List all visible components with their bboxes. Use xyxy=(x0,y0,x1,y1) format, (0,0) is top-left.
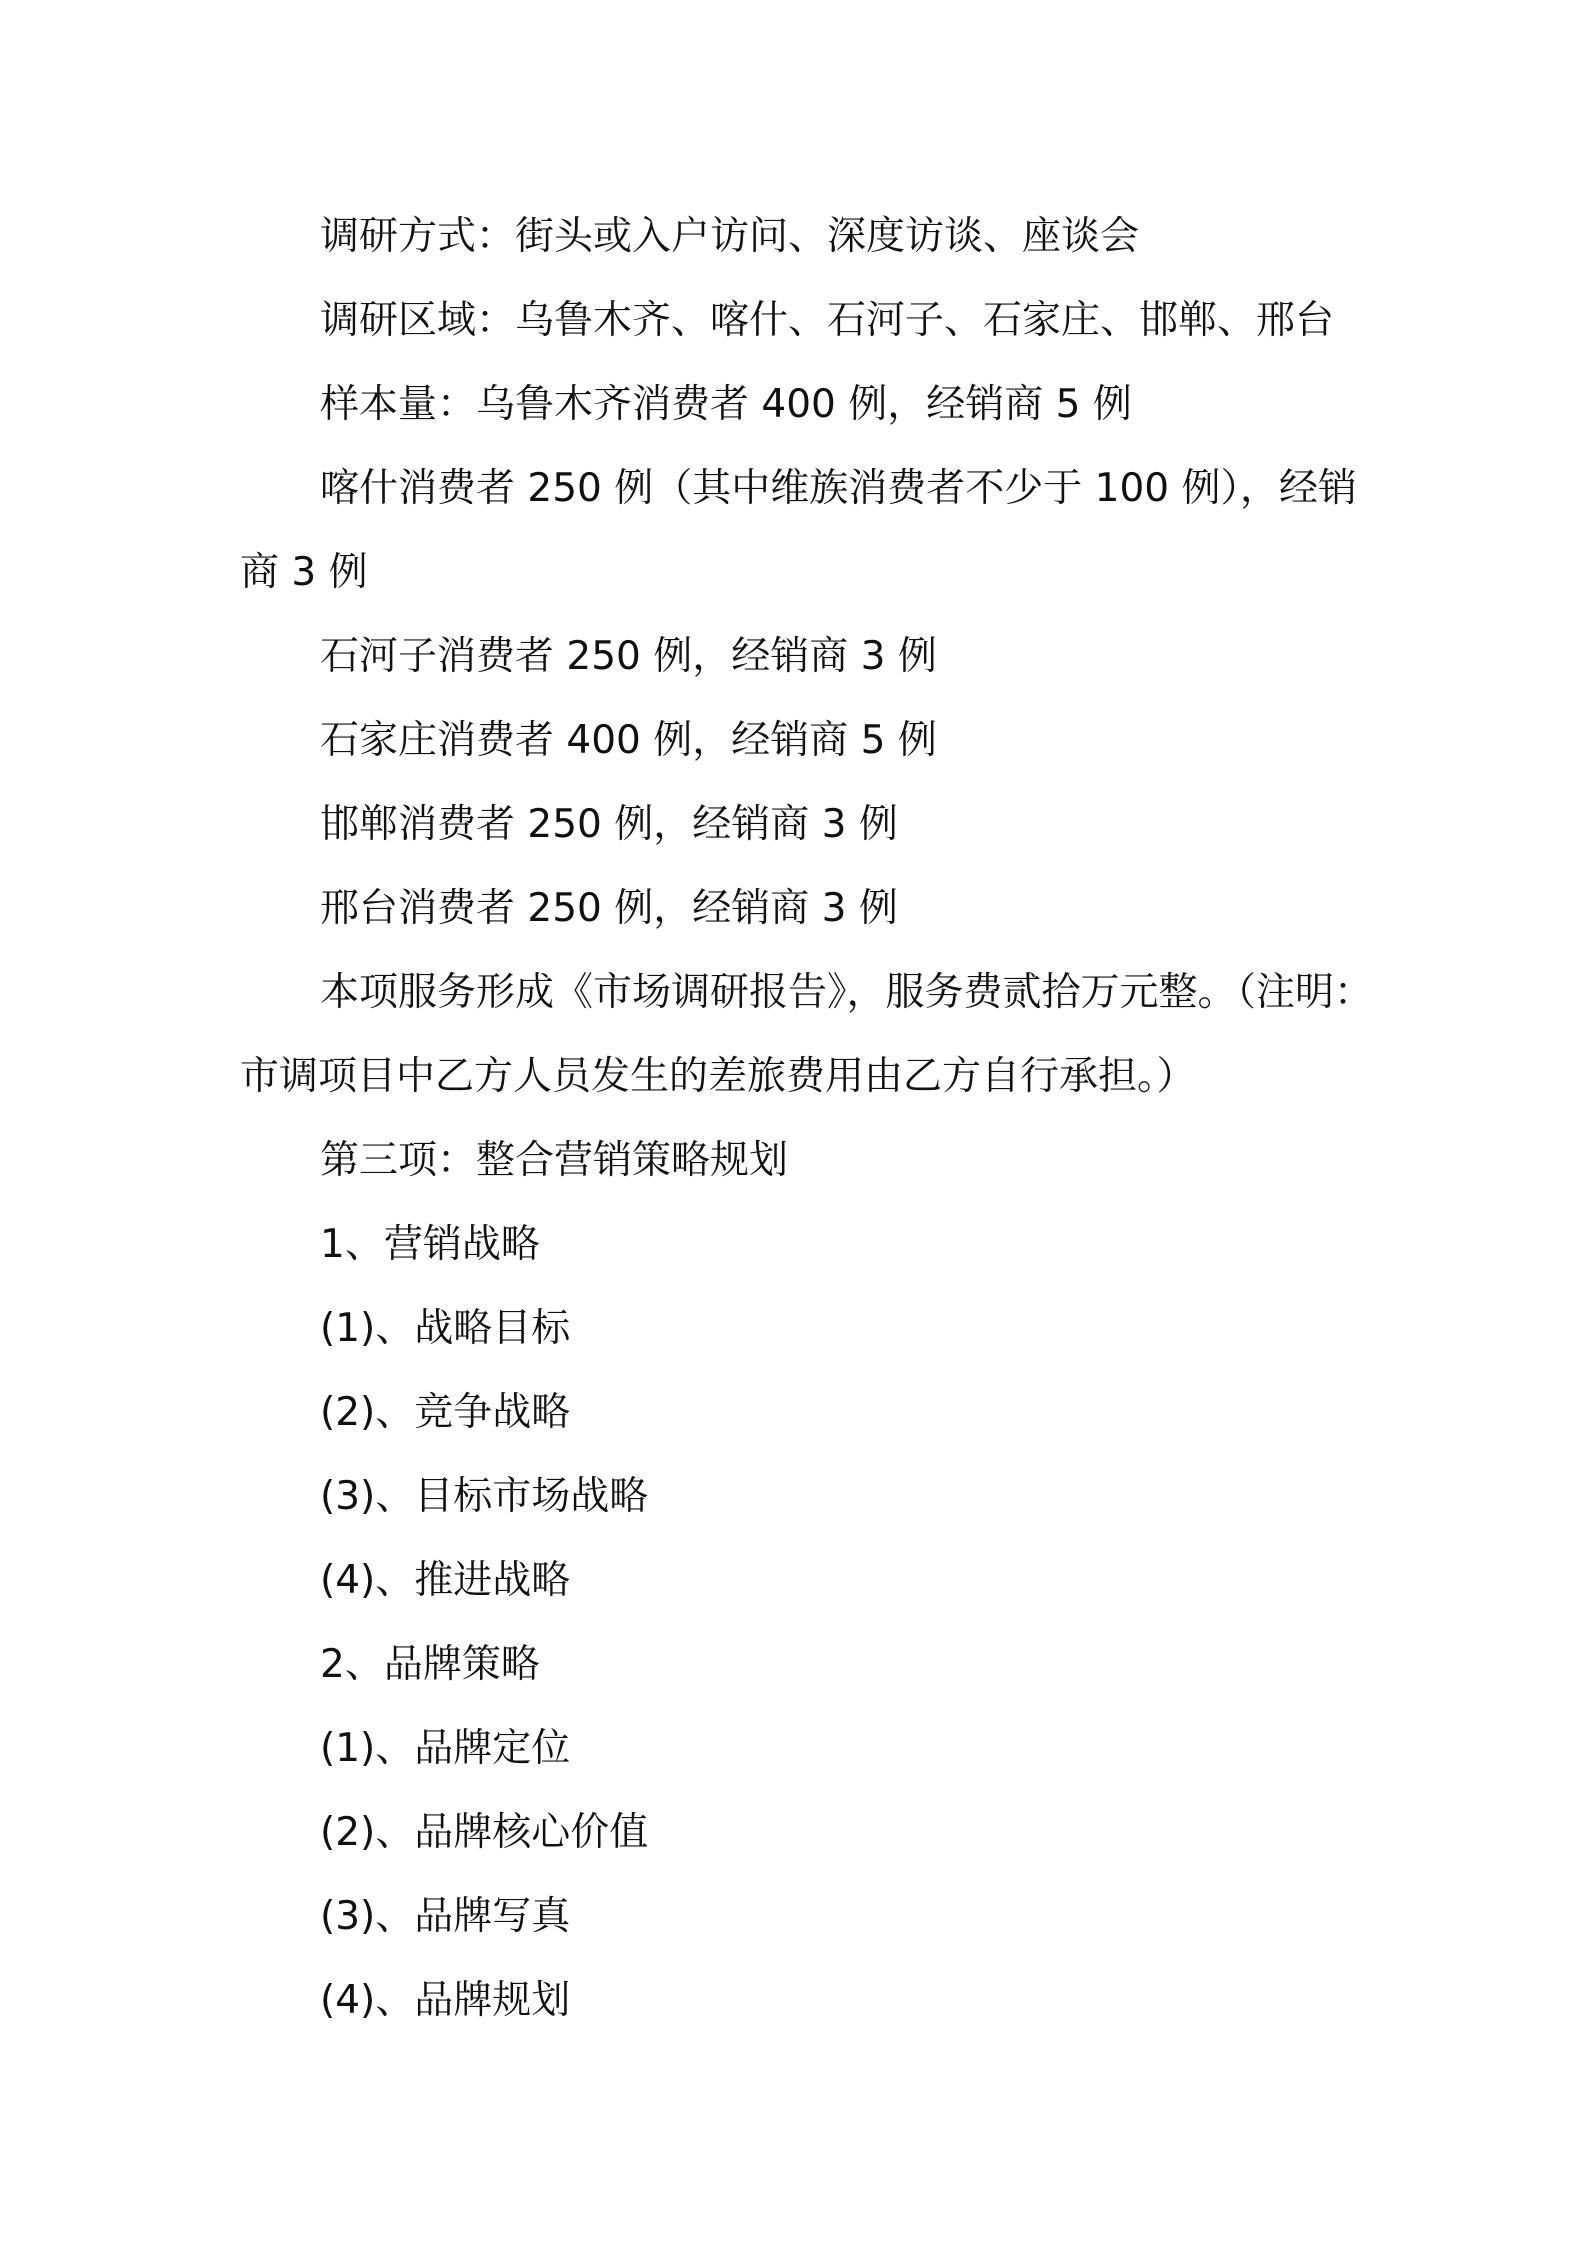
service-fee-line: 本项服务形成《市场调研报告》，服务费贰拾万元整。（注明： xyxy=(320,970,1374,1015)
section-three-heading: 第三项：整合营销策略规划 xyxy=(320,1138,789,1183)
handan-sample-line: 邯郸消费者 250 例，经销商 3 例 xyxy=(320,802,898,847)
kashgar-sample-line: 喀什消费者 250 例（其中维族消费者不少于 100 例），经销 xyxy=(320,466,1357,511)
list-item: (2)、品牌核心价值 xyxy=(320,1810,649,1855)
sample-size-line: 样本量：乌鲁木齐消费者 400 例，经销商 5 例 xyxy=(320,382,1132,427)
list-item: (3)、品牌写真 xyxy=(320,1894,571,1939)
xingtai-sample-line: 邢台消费者 250 例，经销商 3 例 xyxy=(320,886,898,931)
brand-strategy-heading: 2、品牌策略 xyxy=(320,1642,540,1687)
list-item: (2)、竞争战略 xyxy=(320,1390,571,1435)
research-method-line: 调研方式：街头或入户访问、深度访谈、座谈会 xyxy=(320,214,1140,259)
marketing-strategy-heading: 1、营销战略 xyxy=(320,1222,540,1267)
list-item: (1)、战略目标 xyxy=(320,1306,571,1351)
list-item: (4)、推进战略 xyxy=(320,1558,571,1603)
list-item: (1)、品牌定位 xyxy=(320,1726,571,1771)
shijiazhuang-sample-line: 石家庄消费者 400 例，经销商 5 例 xyxy=(320,718,937,763)
document-body xyxy=(240,195,1374,2043)
shihezi-sample-line: 石河子消费者 250 例，经销商 3 例 xyxy=(320,634,937,679)
list-item: (4)、品牌规划 xyxy=(320,1978,571,2023)
list-item: (3)、目标市场战略 xyxy=(320,1474,649,1519)
service-fee-line-continued: 市调项目中乙方人员发生的差旅费用由乙方自行承担。） xyxy=(240,1054,1196,1099)
kashgar-sample-line-continued: 商 3 例 xyxy=(240,550,368,595)
research-region-line: 调研区域：乌鲁木齐、喀什、石河子、石家庄、邯郸、邢台 xyxy=(320,298,1335,343)
